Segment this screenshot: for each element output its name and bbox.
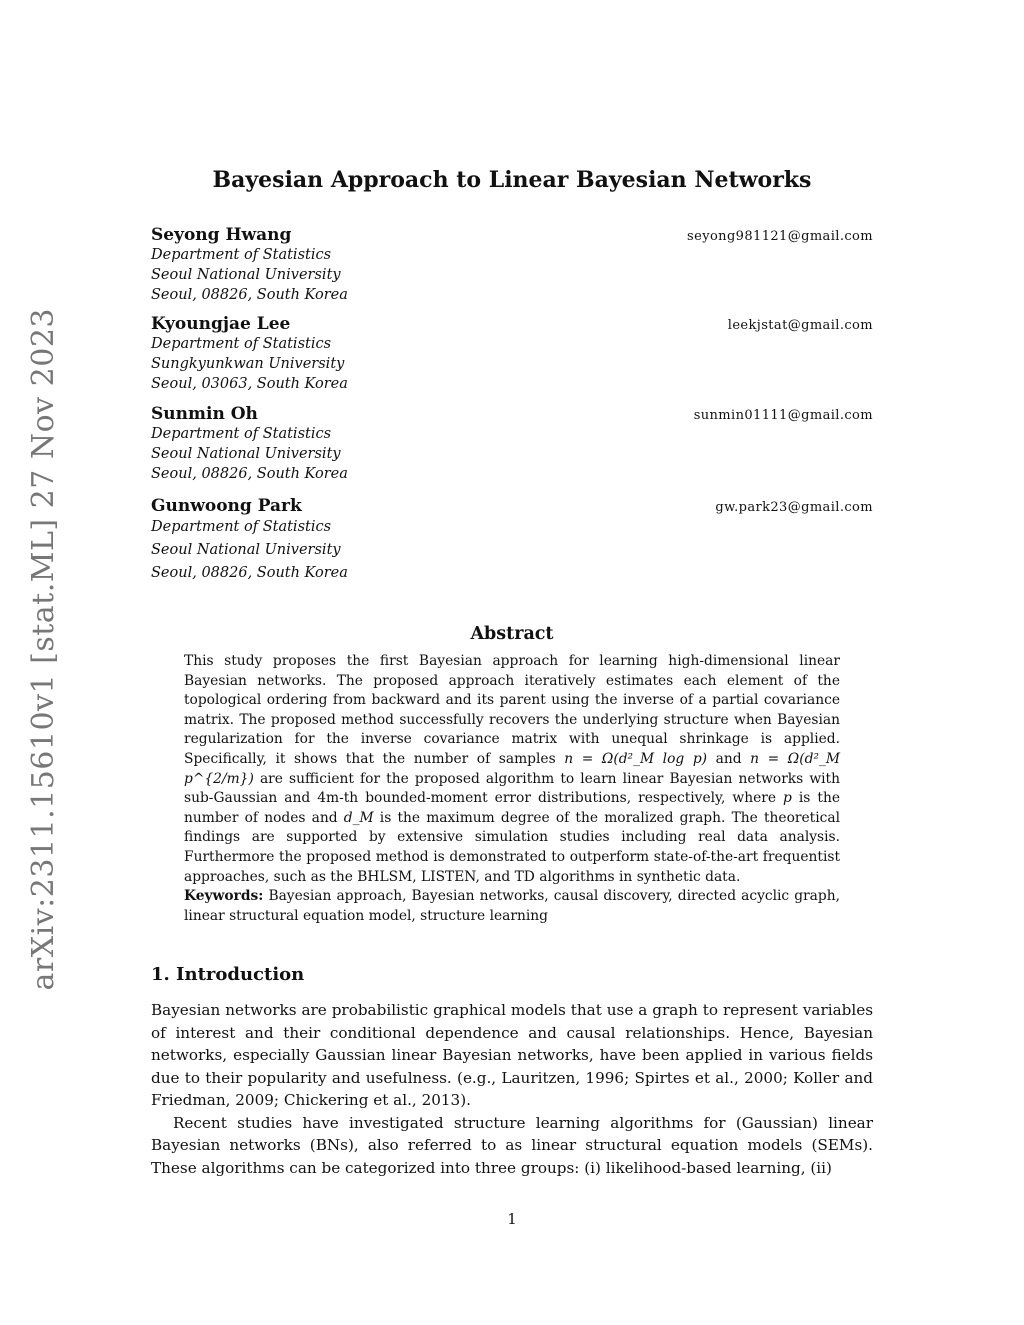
author-university: Seoul National University [151,542,341,558]
author-block [151,314,873,394]
abstract-text-part: is the maximum degree of the moralized graph. The theoretical findings are supported by extensive simulation studies including real data analysis. Furthermore the proposed method is demonstrated to outperform state-of-the-art frequentist approaches, such as the BHLSM, LISTEN, and TD algorithms in synthetic data. [184,809,840,885]
author-department: Department of Statistics [151,426,332,442]
author-name: Gunwoong Park [151,496,302,516]
abstract-text-part: are sufficient for the proposed algorithm to learn linear Bayesian networks with sub-Gaussian and 4m-th bounded-moment error distributions, respectively, where [184,770,840,807]
author-name: Sunmin Oh [151,404,258,424]
math-max-degree: d_M [343,809,374,826]
author-university: Seoul National University [151,446,341,462]
keywords-list: Bayesian approach, Bayesian networks, causal discovery, directed acyclic graph, linear structural equation model, structure learning [184,888,840,924]
author-university: Seoul National University [151,267,341,283]
abstract-body [184,652,840,926]
author-block [151,225,873,305]
author-location: Seoul, 08826, South Korea [151,287,348,303]
math-num-nodes: p [783,790,792,807]
keywords-line [184,887,840,926]
author-department: Department of Statistics [151,336,332,352]
abstract-text-part: is the number of nodes and [184,790,840,826]
intro-paragraph: Bayesian networks are probabilistic graphical models that use a graph to represent variables of interest and their conditional dependence and causal relationships. Hence, Bayesian networks, especially Gaussian linear Bayesian networks, have been applied in various fields due to their popularity and usefulness. (e.g., Lauritzen, 1996; Spirtes et al., 2000; Koller and Friedman, 2009; Chickering et al., 2013). [151,1001,873,1109]
author-email[interactable]: gw.park23@gmail.com [715,500,873,515]
author-email[interactable]: leekjstat@gmail.com [727,318,873,333]
author-department: Department of Statistics [151,247,332,263]
introduction-body [151,999,873,1179]
section-heading-introduction: 1. Introduction [151,964,305,985]
author-location: Seoul, 08826, South Korea [151,466,348,482]
author-location: Seoul, 03063, South Korea [151,376,348,392]
math-sample-size-moment: n = Ω(d²_M p^{2/m}) [184,750,841,787]
abstract-text-part: This study proposes the first Bayesian approach for learning high-dimensional linear Bayesian networks. The proposed approach iteratively estimates each element of the topological ordering from backward and its parent using the inverse of a partial covariance matrix. The proposed method successfully recovers the underlying structure when Bayesian regularization for the inverse covariance matrix with unequal shrinkage is applied. Specifically, it shows that the number of samples [184,653,840,767]
abstract-text [184,652,840,887]
author-name: Seyong Hwang [151,225,292,245]
abstract-text-part: and [707,750,751,767]
paper-title: Bayesian Approach to Linear Bayesian Networks [212,167,812,193]
author-location: Seoul, 08826, South Korea [151,565,348,581]
abstract-heading: Abstract [470,624,554,644]
author-block [151,496,873,585]
math-sample-size-subgaussian: n = Ω(d²_M log p) [564,750,708,767]
author-university: Sungkyunkwan University [151,356,345,372]
author-department: Department of Statistics [151,519,332,535]
arxiv-side-stamp [12,307,74,991]
keywords-label: Keywords: [184,888,264,905]
author-block [151,404,873,484]
author-name: Kyoungjae Lee [151,314,291,334]
page-number: 1 [507,1210,517,1228]
intro-paragraph: Recent studies have investigated structure learning algorithms for (Gaussian) linear Bayesian networks (BNs), also referred to as linear structural equation models (SEMs). These algorithms can be categorized into three groups: (i) likelihood-based learning, (ii) [151,1113,873,1177]
author-email[interactable]: sunmin01111@gmail.com [693,408,873,423]
arxiv-identifier: arXiv:2311.15610v1 [stat.ML] 27 Nov 2023 [25,307,61,991]
author-email[interactable]: seyong981121@gmail.com [687,229,873,244]
